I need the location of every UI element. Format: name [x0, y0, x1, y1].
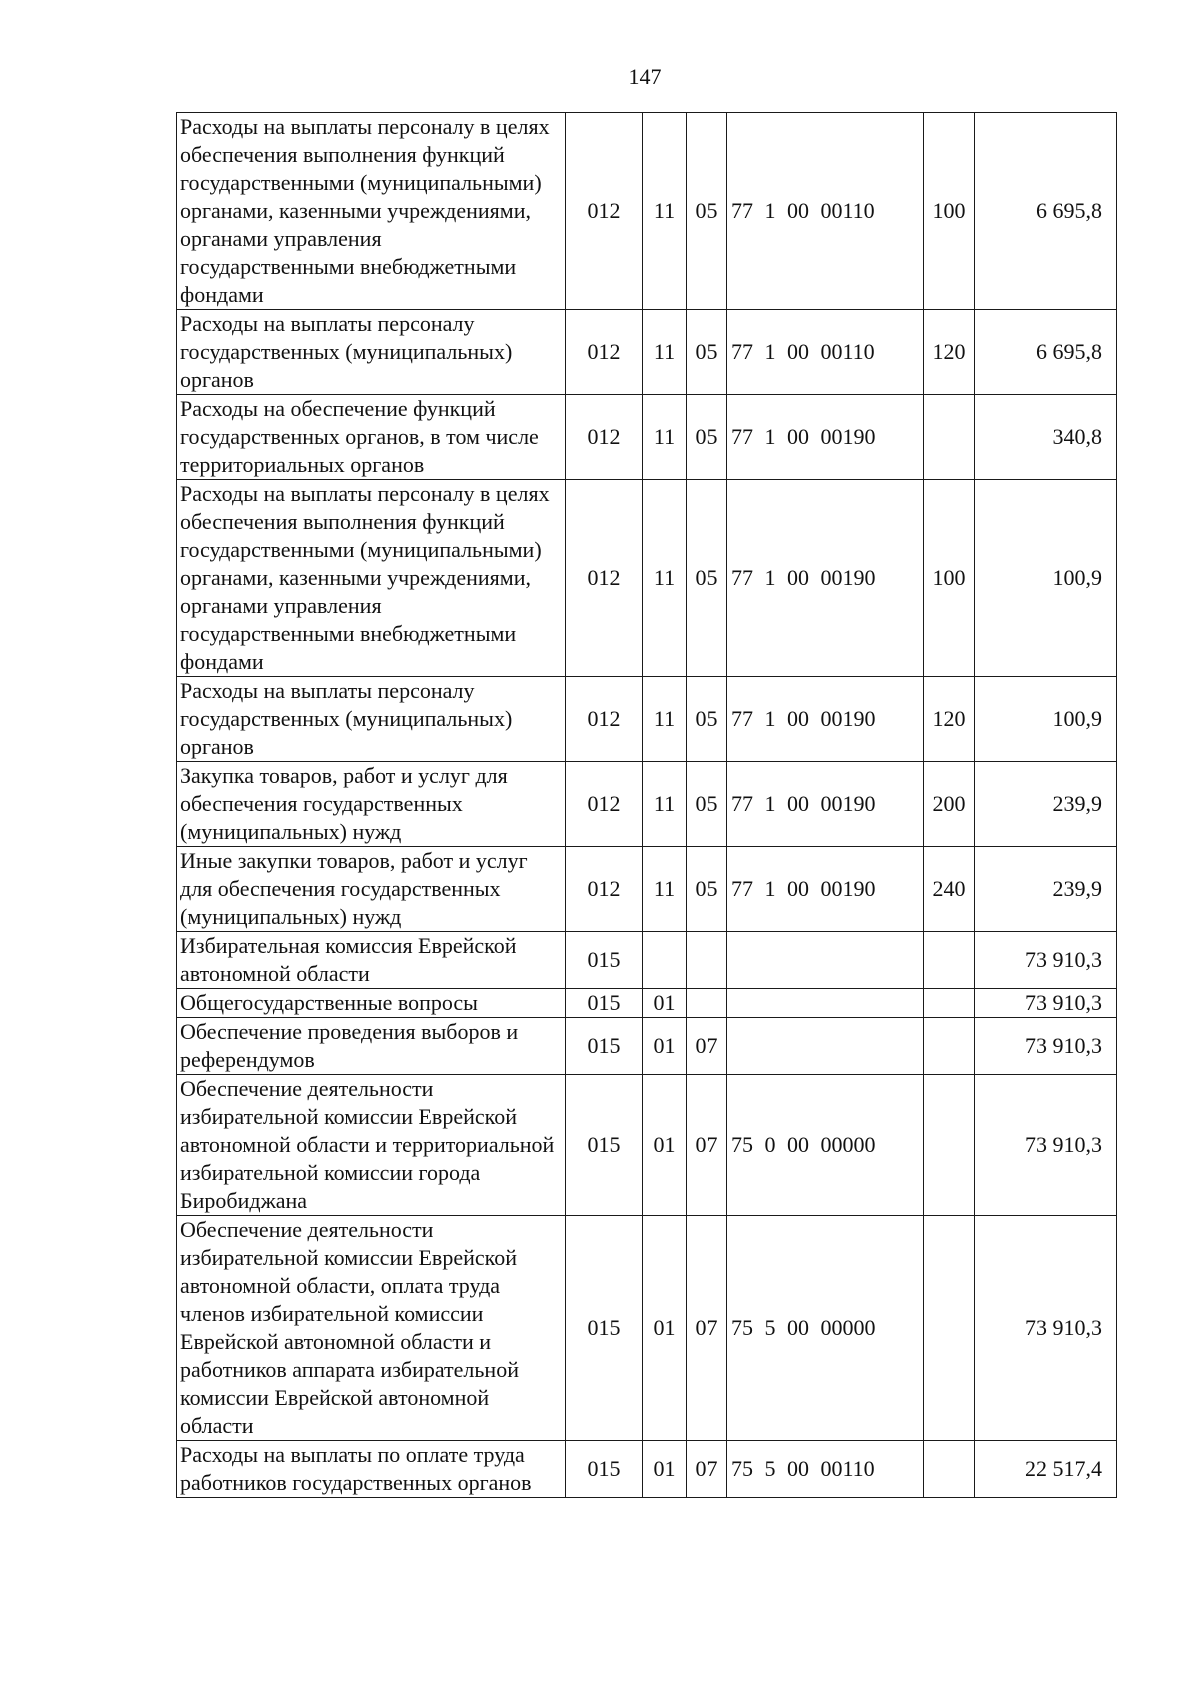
- table-row: [177, 1216, 1117, 1441]
- ministry-code-cell: 015: [566, 1018, 643, 1075]
- target-article-cell: [727, 1018, 924, 1075]
- table-body: [177, 113, 1117, 1498]
- row-name-cell: Расходы на выплаты персоналу государственных (муниципальных) органов: [177, 677, 566, 762]
- table-row: [177, 1441, 1117, 1498]
- section-code-cell: 11: [643, 310, 687, 395]
- row-name-cell: Общегосударственные вопросы: [177, 989, 566, 1018]
- amount-cell: 239,9: [975, 847, 1117, 932]
- subsection-code-cell: 07: [687, 1216, 727, 1441]
- expense-type-cell: 200: [924, 762, 975, 847]
- expense-type-cell: 100: [924, 480, 975, 677]
- amount-cell: 100,9: [975, 480, 1117, 677]
- subsection-code-cell: 05: [687, 677, 727, 762]
- amount-cell: 239,9: [975, 762, 1117, 847]
- row-name-cell: Обеспечение проведения выборов и референдумов: [177, 1018, 566, 1075]
- expense-type-cell: [924, 989, 975, 1018]
- target-article-cell: 75 0 00 00000: [727, 1075, 924, 1216]
- section-code-cell: 01: [643, 1018, 687, 1075]
- expense-type-cell: [924, 1441, 975, 1498]
- subsection-code-cell: 05: [687, 762, 727, 847]
- amount-cell: 73 910,3: [975, 1075, 1117, 1216]
- subsection-code-cell: 05: [687, 310, 727, 395]
- ministry-code-cell: 015: [566, 1075, 643, 1216]
- row-name-cell: Расходы на выплаты персоналу в целях обеспечения выполнения функций государственными (муниципальными) органами, казенными учреждениями, органами управления государственными внебюджетными фондами: [177, 113, 566, 310]
- table-row: [177, 1075, 1117, 1216]
- ministry-code-cell: 015: [566, 1216, 643, 1441]
- target-article-cell: 77 1 00 00190: [727, 480, 924, 677]
- amount-cell: 73 910,3: [975, 989, 1117, 1018]
- table-row: [177, 989, 1117, 1018]
- section-code-cell: 11: [643, 762, 687, 847]
- table-row: [177, 932, 1117, 989]
- target-article-cell: 77 1 00 00190: [727, 677, 924, 762]
- page-number: 147: [628, 64, 662, 89]
- subsection-code-cell: 07: [687, 1018, 727, 1075]
- section-code-cell: 11: [643, 847, 687, 932]
- amount-cell: 340,8: [975, 395, 1117, 480]
- ministry-code-cell: 012: [566, 677, 643, 762]
- expense-type-cell: 120: [924, 677, 975, 762]
- row-name-cell: Иные закупки товаров, работ и услуг для обеспечения государственных (муниципальных) нужд: [177, 847, 566, 932]
- target-article-cell: 77 1 00 00110: [727, 113, 924, 310]
- section-code-cell: 01: [643, 1075, 687, 1216]
- section-code-cell: 11: [643, 480, 687, 677]
- table-row: [177, 395, 1117, 480]
- table-row: [177, 480, 1117, 677]
- target-article-cell: 77 1 00 00190: [727, 762, 924, 847]
- ministry-code-cell: 015: [566, 932, 643, 989]
- row-name-cell: Расходы на обеспечение функций государственных органов, в том числе территориальных органов: [177, 395, 566, 480]
- expense-type-cell: [924, 932, 975, 989]
- table-row: [177, 847, 1117, 932]
- ministry-code-cell: 012: [566, 762, 643, 847]
- table-row: [177, 677, 1117, 762]
- ministry-code-cell: 012: [566, 113, 643, 310]
- amount-cell: 6 695,8: [975, 113, 1117, 310]
- ministry-code-cell: 015: [566, 1441, 643, 1498]
- section-code-cell: 01: [643, 1441, 687, 1498]
- expense-type-cell: 120: [924, 310, 975, 395]
- expense-type-cell: [924, 1075, 975, 1216]
- table-row: [177, 1018, 1117, 1075]
- expense-type-cell: 100: [924, 113, 975, 310]
- target-article-cell: 77 1 00 00110: [727, 310, 924, 395]
- target-article-cell: 75 5 00 00000: [727, 1216, 924, 1441]
- section-code-cell: 11: [643, 395, 687, 480]
- subsection-code-cell: 05: [687, 480, 727, 677]
- target-article-cell: 77 1 00 00190: [727, 395, 924, 480]
- subsection-code-cell: 07: [687, 1075, 727, 1216]
- expense-type-cell: [924, 395, 975, 480]
- target-article-cell: 75 5 00 00110: [727, 1441, 924, 1498]
- section-code-cell: 01: [643, 1216, 687, 1441]
- amount-cell: 73 910,3: [975, 1216, 1117, 1441]
- row-name-cell: Расходы на выплаты по оплате труда работников государственных органов: [177, 1441, 566, 1498]
- section-code-cell: 01: [643, 989, 687, 1018]
- target-article-cell: [727, 989, 924, 1018]
- expense-type-cell: [924, 1216, 975, 1441]
- row-name-cell: Обеспечение деятельности избирательной комиссии Еврейской автономной области, оплата труда членов избирательной комиссии Еврейской автономной области и работников аппарата избирательной комиссии Еврейской автономной области: [177, 1216, 566, 1441]
- amount-cell: 6 695,8: [975, 310, 1117, 395]
- row-name-cell: Обеспечение деятельности избирательной комиссии Еврейской автономной области и территориальной избирательной комиссии города Биробиджана: [177, 1075, 566, 1216]
- amount-cell: 22 517,4: [975, 1441, 1117, 1498]
- ministry-code-cell: 012: [566, 310, 643, 395]
- ministry-code-cell: 012: [566, 395, 643, 480]
- subsection-code-cell: 07: [687, 1441, 727, 1498]
- subsection-code-cell: [687, 932, 727, 989]
- row-name-cell: Закупка товаров, работ и услуг для обеспечения государственных (муниципальных) нужд: [177, 762, 566, 847]
- ministry-code-cell: 012: [566, 480, 643, 677]
- amount-cell: 73 910,3: [975, 1018, 1117, 1075]
- subsection-code-cell: 05: [687, 113, 727, 310]
- section-code-cell: 11: [643, 113, 687, 310]
- row-name-cell: Избирательная комиссия Еврейской автономной области: [177, 932, 566, 989]
- amount-cell: 73 910,3: [975, 932, 1117, 989]
- target-article-cell: 77 1 00 00190: [727, 847, 924, 932]
- amount-cell: 100,9: [975, 677, 1117, 762]
- table-row: [177, 762, 1117, 847]
- subsection-code-cell: 05: [687, 395, 727, 480]
- budget-table: [176, 112, 1117, 1498]
- ministry-code-cell: 015: [566, 989, 643, 1018]
- subsection-code-cell: [687, 989, 727, 1018]
- expense-type-cell: [924, 1018, 975, 1075]
- section-code-cell: 11: [643, 677, 687, 762]
- ministry-code-cell: 012: [566, 847, 643, 932]
- target-article-cell: [727, 932, 924, 989]
- table-row: [177, 113, 1117, 310]
- subsection-code-cell: 05: [687, 847, 727, 932]
- expense-type-cell: 240: [924, 847, 975, 932]
- table-row: [177, 310, 1117, 395]
- section-code-cell: [643, 932, 687, 989]
- row-name-cell: Расходы на выплаты персоналу государственных (муниципальных) органов: [177, 310, 566, 395]
- row-name-cell: Расходы на выплаты персоналу в целях обеспечения выполнения функций государственными (муниципальными) органами, казенными учреждениями, органами управления государственными внебюджетными фондами: [177, 480, 566, 677]
